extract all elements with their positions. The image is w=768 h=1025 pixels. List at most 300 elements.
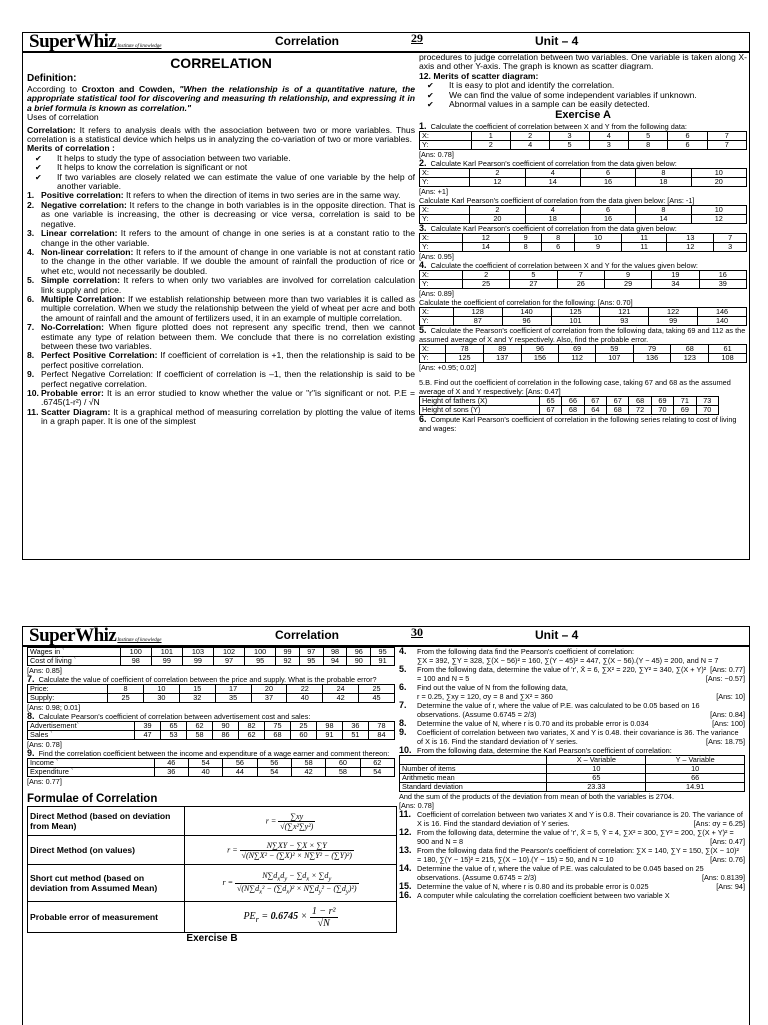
scatter-merit-text: We can find the value of some independent variables if unknown. bbox=[449, 89, 697, 100]
question-answer: [Ans: 0.47] bbox=[710, 837, 745, 846]
merit-text: If two variables are closely related we can estimate the value of one variable by the help of another variable. bbox=[57, 171, 415, 192]
question-text: A computer while calculating the correlation coefficient between two variable X bbox=[417, 891, 670, 900]
table-cell: 42 bbox=[291, 768, 325, 777]
table-cell: 94 bbox=[323, 657, 347, 666]
question-text: Determine the value of N, where r is 0.70 and its probable error is 0.034 bbox=[417, 719, 649, 728]
table-cell: 40 bbox=[188, 768, 222, 777]
type-item bbox=[27, 248, 415, 276]
question-text: Coefficient of correlation between two variates X and Y is 0.8. Their covariance is 20. The variance of X is 16. Find the standard deviation of Y series. bbox=[417, 810, 743, 828]
table-cell: 3 bbox=[550, 132, 589, 141]
type-text: It is a graphical method of measuring correlation by plotting the value of items in a graph paper. It is one of the simplest bbox=[41, 406, 416, 427]
row-label: X: bbox=[420, 271, 463, 280]
types-list bbox=[27, 191, 415, 426]
table-cell: 30 bbox=[144, 694, 180, 703]
table-cell: 84 bbox=[368, 731, 394, 740]
table-cell: 100 bbox=[245, 648, 276, 657]
scatter-merit-text: It is easy to plot and identify the correlation. bbox=[449, 80, 615, 91]
table-cell: 10 bbox=[144, 685, 180, 694]
corr-term: Correlation: bbox=[27, 124, 76, 135]
page-number: 30 bbox=[411, 626, 423, 639]
row-label: Y: bbox=[420, 215, 470, 224]
table-cell: 99 bbox=[151, 657, 182, 666]
question-3: 3. Calculate Karl Pearson's coefficient of correlation from the data given below: bbox=[419, 223, 677, 234]
answer-1: [Ans: 0.78] bbox=[419, 150, 454, 160]
question-item bbox=[399, 746, 745, 755]
table-cell: 70 bbox=[696, 406, 718, 415]
question-answer: [Ans: 0.8139] bbox=[701, 873, 745, 882]
question-text: From the following data find the Pearson's coefficient of correlation: ∑X = 140, ∑Y = 150, ∑(X − 10)² = 180, ∑(Y − 15)² = 215, ∑(X − 10).(Y − 15) = 50, and N = 10 bbox=[417, 846, 739, 864]
table-cell: 60 bbox=[326, 759, 360, 768]
table-cell: 3 bbox=[589, 141, 628, 150]
table-cell: 70 bbox=[651, 406, 673, 415]
table-cell: 68 bbox=[607, 406, 629, 415]
questions-list bbox=[399, 647, 745, 755]
merit-item bbox=[27, 173, 415, 192]
question-item bbox=[399, 810, 745, 828]
table-cell: 25 bbox=[108, 694, 144, 703]
exercise-b-heading: Exercise B bbox=[186, 933, 238, 944]
table-row bbox=[420, 280, 747, 289]
question-formula: ∑X = 392, ∑Y = 328, ∑(X − 56)² = 160, ∑(Y − 45)² = 447, ∑(X − 56).(Y − 45) = 200, and N = 7 bbox=[417, 656, 719, 665]
table-row bbox=[420, 215, 747, 224]
corr-text: It refers to analysis deals with the association between two or more variables. Thus correlation is a statistical device which helps us in analyzing the co-variation of two or more variables. bbox=[27, 124, 415, 145]
type-text: It refers to when the direction of items in two series are in the same way. bbox=[123, 190, 401, 201]
item-number: 8. bbox=[27, 350, 35, 361]
definition-heading: Definition: bbox=[27, 73, 77, 84]
table-cell: 64 bbox=[584, 406, 606, 415]
table-cell: 6 bbox=[668, 141, 707, 150]
scatter-merits-list bbox=[419, 81, 747, 109]
table-cell: 103 bbox=[182, 648, 213, 657]
table-cell: 47 bbox=[135, 731, 161, 740]
question-9: 9. Find the correlation coefficient between the income and expenditure of a wage earner and comment thereon: bbox=[27, 748, 390, 758]
check-icon: ✔ bbox=[427, 90, 434, 100]
scatter-continued: procedures to judge correlation between two variables. One variable is taken along X-axis and other Y-axis. The graph is known as scatter diagram. bbox=[419, 52, 747, 72]
question-item bbox=[399, 846, 745, 864]
table-cell: 7 bbox=[714, 234, 747, 243]
table-cell: 140 bbox=[502, 308, 551, 317]
question-7: 7. Calculate the value of coefficient of correlation between the price and supply. What is the probable error? bbox=[27, 674, 377, 684]
table-cell: 56 bbox=[257, 759, 291, 768]
table-row bbox=[420, 169, 747, 178]
table-cell: 125 bbox=[551, 308, 600, 317]
table-cell: 67 bbox=[607, 397, 629, 406]
question-4b: Calculate the coefficient of correlation for the following: [Ans: 0.70] bbox=[419, 298, 633, 308]
merits-heading: Merits of correlation : bbox=[27, 143, 115, 154]
item-number: 9. bbox=[27, 369, 35, 380]
table-cell: 5 bbox=[550, 141, 589, 150]
page-header bbox=[23, 627, 749, 647]
question-1: 1. Calculate the coefficient of correlation between X and Y from the following data: bbox=[419, 121, 687, 132]
q1-table bbox=[419, 131, 747, 150]
table-cell: 102 bbox=[213, 648, 244, 657]
table-cell: 54 bbox=[257, 768, 291, 777]
table-row bbox=[28, 768, 395, 777]
table-cell: 67 bbox=[584, 397, 606, 406]
table-row bbox=[420, 132, 747, 141]
table-cell: 62 bbox=[187, 722, 213, 731]
def-pre: According to bbox=[27, 84, 82, 94]
row-label: X: bbox=[420, 169, 470, 178]
type-text: It refers to if the amount of change in one variable is not at constant ratio to the change in the other variable. If we double the amount of rainfall the production of rice or whet etc, would not necessarily be doubled. bbox=[41, 246, 416, 276]
table-row bbox=[420, 206, 747, 215]
table-cell: 93 bbox=[600, 317, 649, 326]
table-cell: 44 bbox=[223, 768, 257, 777]
row-label: Number of items bbox=[400, 765, 547, 774]
table-cell: 14 bbox=[462, 243, 509, 252]
table-cell: 36 bbox=[154, 768, 188, 777]
question-number: 16. bbox=[399, 890, 412, 900]
formula-expr: r = $\frac{\sum xy}{\text{√(∑x²∑y²)}}$ bbox=[185, 807, 397, 836]
left-column bbox=[27, 55, 415, 427]
table-cell: 34 bbox=[652, 280, 699, 289]
question-item bbox=[399, 882, 745, 891]
table-cell: 10 bbox=[646, 765, 745, 774]
table-row bbox=[420, 308, 747, 317]
question-number: 5. bbox=[399, 664, 407, 674]
table-cell: 146 bbox=[698, 308, 747, 317]
type-item bbox=[27, 201, 415, 229]
definition-text bbox=[27, 85, 415, 113]
question-text: Determine the value of r, where the value of P.E. was calculated to be 0.05 based on 16 observations. (Assume 0.6745 = 2/3) bbox=[417, 701, 700, 719]
table-cell: 2 bbox=[511, 132, 550, 141]
formula-expr: r = $\frac{N\sum XY - \sum X \times \sum Y}{\text{√(N∑X² − (∑X)² × N∑Y² − (∑Y)²)}}$ bbox=[185, 836, 397, 865]
question-item bbox=[399, 891, 745, 900]
q3-table bbox=[419, 233, 747, 252]
table-cell: 22 bbox=[287, 685, 323, 694]
table-cell: 8 bbox=[636, 169, 691, 178]
row-label: X: bbox=[420, 308, 454, 317]
table-cell: 98 bbox=[316, 722, 342, 731]
q10-tail: And the sum of the products of the deviation from mean of both the variables is 2704. bbox=[399, 792, 675, 801]
formulae-table bbox=[27, 806, 397, 933]
table-cell: 27 bbox=[510, 280, 557, 289]
q7-table bbox=[27, 684, 395, 703]
table-cell: 32 bbox=[179, 694, 215, 703]
table-cell: 99 bbox=[182, 657, 213, 666]
def-authors: Croxton and Cowden, bbox=[81, 84, 180, 94]
q5-table bbox=[419, 344, 747, 363]
logo bbox=[29, 33, 162, 56]
table-cell: 100 bbox=[120, 648, 151, 657]
answer-4: [Ans: 0.89] bbox=[419, 289, 454, 299]
def-quote: "When the relationship is of a quantitative nature, the appropriate statistical tool for discovering and measuring th relationship, and expressing it in a brief formula is known as correlation." bbox=[27, 84, 415, 113]
answer-3: [Ans: 0.95] bbox=[419, 252, 454, 262]
question-item bbox=[399, 864, 745, 882]
question-text: From the following data, determine the Karl Pearson's coefficient of correlation: bbox=[417, 746, 672, 755]
table-cell: 39 bbox=[135, 722, 161, 731]
table-cell: 79 bbox=[633, 345, 671, 354]
table-cell: 108 bbox=[709, 354, 747, 363]
answer-2: [Ans: +1] bbox=[419, 187, 449, 197]
scatter-merit-text: Abnormal values in a sample can be easily detected. bbox=[449, 99, 650, 110]
table-cell: 4 bbox=[589, 132, 628, 141]
table-cell: 25 bbox=[290, 722, 316, 731]
table-cell: 78 bbox=[368, 722, 394, 731]
item-number: 7. bbox=[27, 322, 35, 333]
question-number: 8. bbox=[399, 718, 407, 728]
table-cell: 68 bbox=[562, 406, 584, 415]
logo-tagline: Institute of knowledge bbox=[117, 638, 162, 643]
table-cell: 54 bbox=[360, 768, 394, 777]
table-cell: 61 bbox=[709, 345, 747, 354]
table-cell: 101 bbox=[151, 648, 182, 657]
table-cell: 8 bbox=[636, 206, 691, 215]
table-cell: 9 bbox=[604, 271, 651, 280]
formula-row bbox=[28, 836, 397, 865]
table-cell: 12 bbox=[691, 215, 746, 224]
row-label: X: bbox=[420, 234, 463, 243]
table-cell: 137 bbox=[483, 354, 521, 363]
table-cell: 2 bbox=[470, 169, 525, 178]
table-cell: 97 bbox=[213, 657, 244, 666]
row-label: Height of sons (Y) bbox=[420, 406, 540, 415]
formula-row bbox=[28, 865, 397, 902]
table-cell: 62 bbox=[239, 731, 265, 740]
table-cell: 14 bbox=[636, 215, 691, 224]
item-number: 6. bbox=[27, 293, 35, 304]
table-cell: 86 bbox=[213, 731, 239, 740]
table-cell: 6 bbox=[542, 243, 575, 252]
table-cell: 3 bbox=[714, 243, 747, 252]
type-text: It refers to the amount of change in one series is at a constant ratio to the change in the other variable. bbox=[41, 228, 415, 248]
chapter-title: CORRELATION bbox=[170, 55, 272, 71]
type-item bbox=[27, 408, 415, 427]
table-cell: 96 bbox=[347, 648, 371, 657]
table-cell: 42 bbox=[323, 694, 359, 703]
type-text: It refers to when only two variables are involved for correlation calculation link supply and price. bbox=[41, 275, 415, 295]
table-cell: 59 bbox=[595, 345, 633, 354]
table-cell: 2 bbox=[462, 271, 509, 280]
header-subject: Correlation bbox=[275, 34, 340, 48]
table-cell: 89 bbox=[483, 345, 521, 354]
formula-label: Direct Method (based on deviation from Mean) bbox=[28, 807, 185, 836]
uses-heading: Uses of correlation bbox=[27, 112, 99, 123]
page-30 bbox=[22, 626, 750, 1025]
table-cell: 67 bbox=[539, 406, 561, 415]
table-cell: 66 bbox=[562, 397, 584, 406]
table-cell: 16 bbox=[580, 215, 635, 224]
table-cell: 7 bbox=[557, 271, 604, 280]
table-cell: Y – Variable bbox=[646, 756, 745, 765]
formula-label: Short cut method (based on deviation from Assumed Mean) bbox=[28, 865, 185, 902]
table-cell: 90 bbox=[347, 657, 371, 666]
page-number: 29 bbox=[411, 32, 423, 45]
row-label: Expenditure ` bbox=[28, 768, 155, 777]
row-label: Standard deviation bbox=[400, 783, 547, 792]
table-cell: 97 bbox=[299, 648, 323, 657]
table-cell: 136 bbox=[633, 354, 671, 363]
logo-text: SuperWhiz bbox=[29, 32, 117, 52]
question-number: 15. bbox=[399, 881, 412, 891]
q4b-table bbox=[419, 307, 747, 326]
scatter-merit bbox=[419, 100, 747, 109]
table-cell: 11 bbox=[622, 243, 667, 252]
table-row bbox=[420, 141, 747, 150]
wages-table bbox=[27, 647, 395, 666]
row-label: Sales ` bbox=[28, 731, 135, 740]
question-4: 4. Calculate the coefficient of correlation between X and Y for the values given below: bbox=[419, 260, 698, 271]
check-icon: ✔ bbox=[35, 153, 42, 163]
formula-expr: $PE_r = 0.6745$ × $\frac{\text{1 − r²}}{√N}$ bbox=[185, 902, 397, 933]
table-cell: 62 bbox=[360, 759, 394, 768]
table-cell: 69 bbox=[559, 345, 596, 354]
table-cell: 101 bbox=[551, 317, 600, 326]
item-number: 1. bbox=[27, 190, 35, 201]
table-cell: 73 bbox=[696, 397, 718, 406]
table-cell: 4 bbox=[525, 206, 580, 215]
table-cell: 14 bbox=[525, 178, 580, 187]
row-label: X: bbox=[420, 206, 470, 215]
table-row bbox=[420, 317, 747, 326]
correlation-paragraph bbox=[27, 126, 415, 145]
table-cell: 53 bbox=[161, 731, 187, 740]
type-item bbox=[27, 389, 415, 408]
table-cell: 71 bbox=[674, 397, 696, 406]
table-cell: 6 bbox=[580, 169, 635, 178]
table-cell: 35 bbox=[215, 694, 251, 703]
table-cell: 24 bbox=[323, 685, 359, 694]
answer-10: [Ans: 0.78] bbox=[399, 801, 434, 810]
question-text: From the following data, determine the value of 'r', X̄ = 6, ∑X² = 220, ∑Y² = 340, ∑(X + Y)² = 100 and N = 5 bbox=[417, 665, 707, 683]
table-cell: 58 bbox=[187, 731, 213, 740]
question-answer: [Ans: 10] bbox=[716, 692, 745, 701]
type-text: When figure plotted does not represent any specific trend, then we cannot estimate any type of relation between them. We conclude that there is no correlation existing between these two variables. bbox=[41, 322, 415, 351]
logo-tagline: Institute of knowledge bbox=[117, 44, 162, 49]
right-column bbox=[399, 647, 745, 900]
table-cell: 8 bbox=[509, 243, 542, 252]
check-icon: ✔ bbox=[35, 163, 42, 173]
table-cell: 2 bbox=[470, 206, 525, 215]
type-term: Positive correlation: bbox=[41, 190, 124, 201]
table-cell: 15 bbox=[179, 685, 215, 694]
table-row bbox=[420, 243, 747, 252]
question-answer: [Ans: 0.84] bbox=[710, 710, 745, 719]
question-6: 6. Compute Karl Pearson's coefficient of correlation in the following series relating to cost of living and wages: bbox=[419, 414, 737, 434]
row-label: Y: bbox=[420, 280, 463, 289]
table-cell: 18 bbox=[636, 178, 691, 187]
type-term: Simple correlation: bbox=[41, 275, 120, 286]
question-answer: [Ans: 0.76] bbox=[710, 855, 745, 864]
question-number: 10. bbox=[399, 745, 412, 755]
type-term: Negative correlation: bbox=[41, 199, 127, 210]
table-cell: 69 bbox=[674, 406, 696, 415]
table-cell: 95 bbox=[245, 657, 276, 666]
question-text: Coefficient of correlation between two variates, X and Y is 0.48. their covariance is 36. The variance of X is 16. Find the standard deviation of Y series. bbox=[417, 728, 739, 746]
item-number: 4. bbox=[27, 246, 35, 257]
q5b-table bbox=[419, 396, 719, 415]
table-row bbox=[28, 694, 395, 703]
row-label: Advertisement` bbox=[28, 722, 135, 731]
table-cell: 128 bbox=[453, 308, 502, 317]
question-2: 2. Calculate Karl Pearson's coefficient of correlation from the data given below: bbox=[419, 158, 677, 169]
table-cell: 19 bbox=[652, 271, 699, 280]
type-text: If we establish relationship between more than two variables it is called as multiple correlation. When we study the relationship between the yield of wheat per acre and both the amount of rainfall and the amount of fertilizers used, it in an example of multiple correlation. bbox=[41, 293, 415, 323]
table-cell: 92 bbox=[276, 657, 300, 666]
row-label: Cost of living ` bbox=[28, 657, 121, 666]
type-term: No-Correlation: bbox=[41, 322, 105, 333]
type-item bbox=[27, 229, 415, 248]
item-number: 5. bbox=[27, 275, 35, 286]
type-term: Linear correlation: bbox=[41, 228, 118, 239]
table-cell: 66 bbox=[646, 774, 745, 783]
table-cell: 91 bbox=[371, 657, 395, 666]
table-cell: 14.91 bbox=[646, 783, 745, 792]
row-label: X: bbox=[420, 345, 446, 354]
answer-8: [Ans: 0.78] bbox=[27, 740, 62, 749]
answer-wages: [Ans: 0.85] bbox=[27, 666, 62, 675]
row-label: Wages in ` bbox=[28, 648, 121, 657]
table-cell: 90 bbox=[213, 722, 239, 731]
type-term: Perfect Positive Correlation: bbox=[41, 350, 158, 361]
table-row bbox=[28, 731, 395, 740]
table-cell: 95 bbox=[371, 648, 395, 657]
table-cell: 37 bbox=[251, 694, 287, 703]
table-cell: 20 bbox=[251, 685, 287, 694]
table-cell: 91 bbox=[316, 731, 342, 740]
table-cell: 16 bbox=[699, 271, 746, 280]
table-cell: 16 bbox=[580, 178, 635, 187]
table-cell: 96 bbox=[502, 317, 551, 326]
table-cell: 87 bbox=[453, 317, 502, 326]
table-cell: 8 bbox=[108, 685, 144, 694]
question-item bbox=[399, 683, 745, 701]
row-label: Height of fathers (X) bbox=[420, 397, 540, 406]
question-2b: Calculate Karl Pearson's coefficient of correlation from the data given below: [Ans: -1] bbox=[419, 196, 695, 206]
table-row bbox=[420, 354, 747, 363]
left-column bbox=[27, 647, 395, 945]
table-row bbox=[28, 657, 395, 666]
table-cell: 56 bbox=[223, 759, 257, 768]
question-item bbox=[399, 828, 745, 846]
question-text: Find out the value of N from the following data, bbox=[417, 683, 568, 692]
table-cell: 26 bbox=[557, 280, 604, 289]
table-cell: 4 bbox=[525, 169, 580, 178]
check-icon: ✔ bbox=[427, 100, 434, 110]
table-cell: 36 bbox=[342, 722, 368, 731]
table-cell: 112 bbox=[559, 354, 596, 363]
table-cell: 99 bbox=[276, 648, 300, 657]
question-number: 6. bbox=[399, 682, 407, 692]
type-item bbox=[27, 370, 415, 389]
table-cell: 121 bbox=[600, 308, 649, 317]
table-cell: 40 bbox=[287, 694, 323, 703]
question-number: 12. bbox=[399, 827, 412, 837]
question-number: 4. bbox=[399, 646, 407, 656]
row-label: Income ` bbox=[28, 759, 155, 768]
q8-table bbox=[27, 721, 395, 740]
question-number: 7. bbox=[399, 700, 407, 710]
table-cell: 95 bbox=[299, 657, 323, 666]
table-cell: 25 bbox=[359, 685, 395, 694]
table-cell: 7 bbox=[707, 132, 746, 141]
question-number: 13. bbox=[399, 845, 412, 855]
question-text: Determine the value of N, where r is 0.80 and its probable error is 0.025 bbox=[417, 882, 649, 891]
table-cell: 25 bbox=[462, 280, 509, 289]
table-cell: 68 bbox=[671, 345, 709, 354]
table-cell: 23.33 bbox=[547, 783, 646, 792]
table-cell: 98 bbox=[323, 648, 347, 657]
table-cell: 8 bbox=[542, 234, 575, 243]
question-answer: [Ans: 100] bbox=[712, 719, 745, 728]
formula-expr: r = $\frac{N\sum d_xd_y - \sum d_x \times \sum d_y}{√(N\sum d_x^2 - (\sum d_x)^2 \times N\sum d_y^2 - (\sum d_y)^2)}$ bbox=[185, 865, 397, 902]
item-number: 3. bbox=[27, 228, 35, 239]
table-cell: 5 bbox=[510, 271, 557, 280]
table-cell: 2 bbox=[471, 141, 510, 150]
type-item bbox=[27, 295, 415, 323]
q2-table bbox=[419, 168, 747, 187]
table-cell: 10 bbox=[547, 765, 646, 774]
